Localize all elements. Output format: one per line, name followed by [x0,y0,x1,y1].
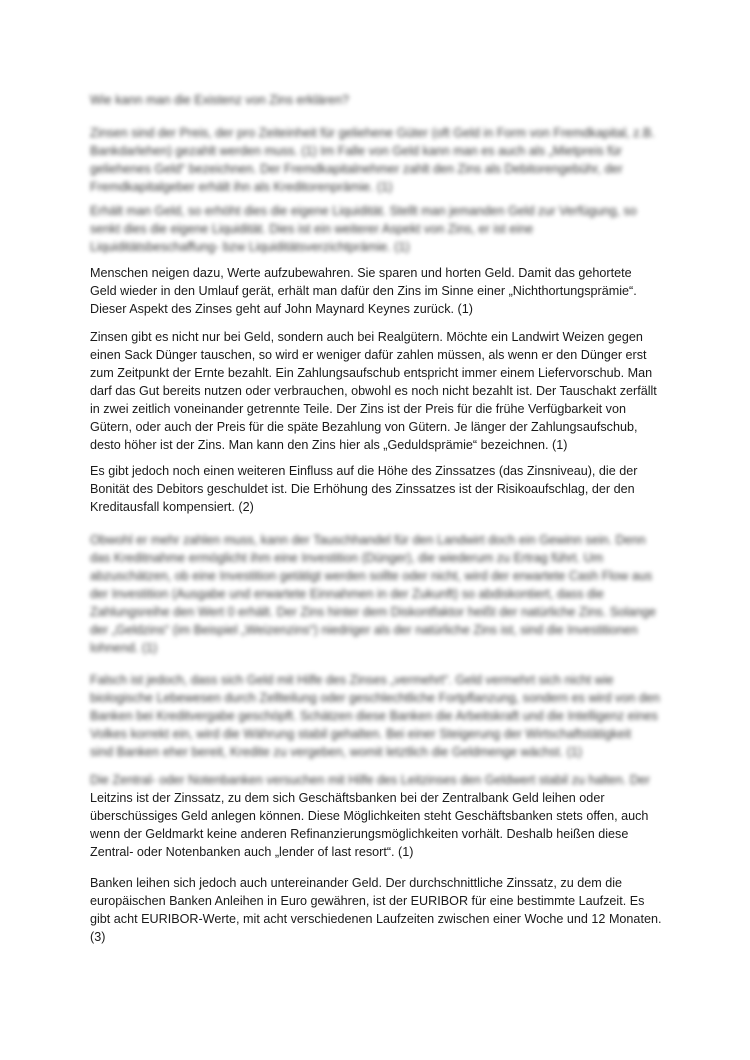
text-line: einen Sack Dünger tauschen, so wird er weniger dafür zahlen müssen, als wenn er den Dünger erst [90,348,647,362]
text-line: Falsch ist jedoch, dass sich Geld mit Hilfe des Zinses „vermehrt“. Geld vermehrt sich nicht wie [90,673,614,687]
text-line: senkt dies die eigene Liquidität. Dies ist ein weiterer Aspekt von Zins, er ist eine [90,222,534,236]
text-line: gibt acht EURIBOR-Werte, mit acht verschiedenen Laufzeiten zwischen einer Woche und 12 Monaten. [90,912,662,926]
text-line: Es gibt jedoch noch einen weiteren Einfluss auf die Höhe des Zinssatzes (das Zinsniveau), die der [90,464,638,478]
blurred-paragraph-3 [90,531,665,657]
text-line: Fremdkapitalgeber erhält ihn als Kreditorenprämie. (1) [90,180,393,194]
text-line: Banken bei Kreditvergabe geschöpft. Schätzen diese Banken die Arbeitskraft und die Intelligenz eines [90,709,658,723]
text-line: Zinsen sind der Preis, der pro Zeiteinheit für geliehene Güter (oft Geld in Form von Fremdkapital, z.B. [90,126,655,140]
text-line: der Investition (Ausgabe und erwartete Einnahmen in der Zukunft) so abdiskontiert, dass die [90,587,604,601]
blurred-paragraph-4 [90,671,665,761]
blurred-paragraph-1 [90,124,665,196]
paragraph-euribor [90,874,665,946]
text-line: Zahlungsreihe den Wert 0 erhält. Der Zins hinter dem Diskontfaktor heißt der natürliche Zins. Solange [90,605,657,619]
text-line: Liquiditätsbeschaffung- bzw Liquiditätsverzichtprämie. (1) [90,240,410,254]
text-line: Bonität des Debitors geschuldet ist. Die Erhöhung des Zinssatzes ist der Risikoaufschlag, der den [90,482,635,496]
text-line: Die Zentral- oder Notenbanken versuchen mit Hilfe des Leitzinses den Geldwert stabil zu halten. Der [90,773,651,787]
paragraph-hoarding [90,264,665,318]
text-line: Zinsen gibt es nicht nur bei Geld, sondern auch bei Realgütern. Möchte ein Landwirt Weizen gegen [90,330,643,344]
text-line: zum Zeitpunkt der Ernte bezahlt. Ein Zahlungsaufschub entspricht immer einem Liefervorschub. Man [90,366,653,380]
text-line: Erhält man Geld, so erhöht dies die eigene Liquidität. Stellt man jemanden Geld zur Verfügung, so [90,204,637,218]
text-line: darf das Gut bereits nutzen oder verbrauchen, obwohl es noch nicht bezahlt ist. Der Tauschakt zerfällt [90,384,657,398]
text-line: Obwohl er mehr zahlen muss, kann der Tauschhandel für den Landwirt doch ein Gewinn sein. Denn [90,533,646,547]
text-line: in zwei zeitlich voneinander getrennte Teile. Der Zins ist der Preis für die frühe Verfügbarkeit von [90,402,626,416]
text-line: sind Banken eher bereit, Kredite zu vergeben, womit letztlich die Geldmenge wächst. (1) [90,745,583,759]
text-line: Kreditausfall kompensiert. (2) [90,500,254,514]
text-line: das Kreditnahme ermöglicht ihm eine Investition (Dünger), die wiederum zu Ertrag führt. Um [90,551,604,565]
text-line: Banken leihen sich jedoch auch untereinander Geld. Der durchschnittliche Zinssatz, zu dem die [90,876,623,890]
text-line: biologische Lebewesen durch Zellteilung oder geschlechtliche Fortpflanzung, sondern es wird von den [90,691,660,705]
text-line: desto höher ist der Zins. Man kann den Zins hier als „Geduldsprämie“ bezeichnen. (1) [90,438,568,452]
text-line: wenn der Geldmarkt keine anderen Refinanzierungsmöglichkeiten vorhält. Deshalb heißen diese [90,827,629,841]
text-line: Wie kann man die Existenz von Zins erklären? [90,93,349,107]
text-line: Leitzins ist der Zinssatz, zu dem sich Geschäftsbanken bei der Zentralbank Geld leihen oder [90,791,605,805]
text-line: geliehenes Geld“ bezeichnen. Der Fremdkapitalnehmer zahlt den Zins als Debitorengebühr, der [90,162,623,176]
text-line: der „Geldzins“ (im Beispiel „Weizenzins“) niedriger als der natürliche Zins ist, sind die Investitionen [90,623,638,637]
paragraph-central-bank [90,789,665,861]
blurred-line-central-bank [90,771,665,789]
text-line: lohnend. (1) [90,641,158,655]
text-line: Bankdarlehen) gezahlt werden muss. (1) Im Falle von Geld kann man es auch als „Mietpreis für [90,144,622,158]
text-line: Zentral- oder Notenbanken auch „lender of last resort“. (1) [90,845,414,859]
text-line: (3) [90,930,106,944]
text-line: Geld wieder in den Umlauf gerät, erhält man dafür den Zins im Sinne einer „Nichthortungsprämie“. [90,284,637,298]
text-line: abzuschätzen, ob eine Investition getätigt werden sollte oder nicht, wird der erwartete Cash Flow aus [90,569,653,583]
text-line: Gütern, oder auch der Preis für die späte Bezahlung von Gütern. Je länger der Zahlungsaufschub, [90,420,638,434]
text-line: Volkes korrekt ein, wird die Währung stabil gehalten. Bei einer Steigerung der Wirtschaftstätigkeit [90,727,632,741]
text-line: überschüssiges Geld anlegen können. Diese Möglichkeiten steht Geschäftsbanken stets offen, auch [90,809,649,823]
text-line: europäischen Banken Anleihen in Euro gewähren, ist der EURIBOR für eine bestimmte Laufzeit. Es [90,894,645,908]
blurred-paragraph-2 [90,202,665,256]
blurred-heading [90,91,665,109]
text-line: Menschen neigen dazu, Werte aufzubewahren. Sie sparen und horten Geld. Damit das gehortete [90,266,632,280]
text-line: Dieser Aspekt des Zinses geht auf John Maynard Keynes zurück. (1) [90,302,473,316]
paragraph-credit-risk [90,462,665,516]
paragraph-real-goods [90,328,665,454]
